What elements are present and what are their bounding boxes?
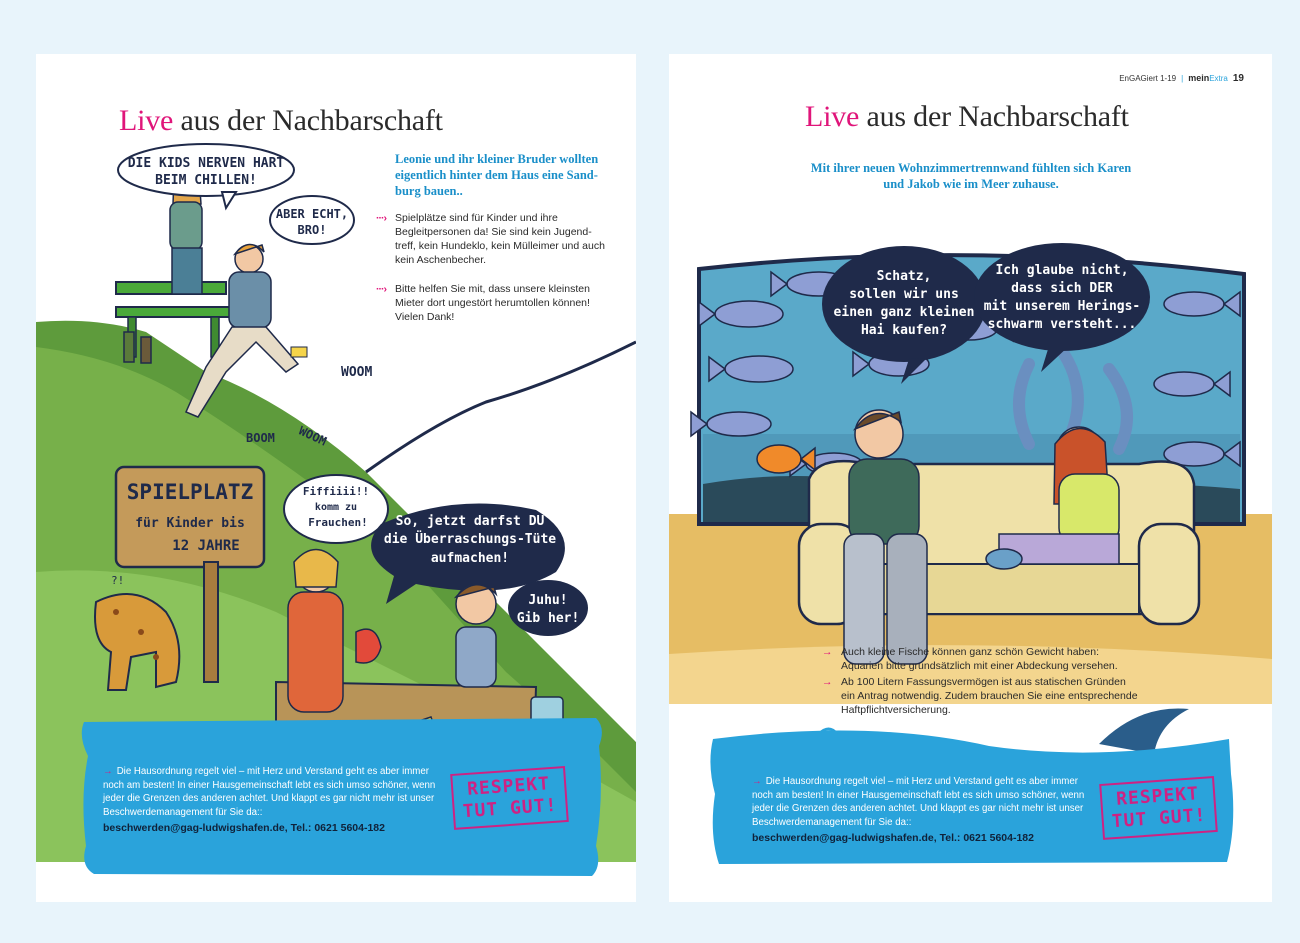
bubble-mother-line1: So, jetzt darfst DU — [395, 514, 545, 529]
title-accent: Live — [119, 104, 174, 137]
sign-line3: 12 JAHRE — [172, 538, 240, 554]
section-extra: Extra — [1209, 74, 1228, 83]
left-bullet-2 — [376, 282, 605, 324]
arrow-right-icon: ···› — [376, 283, 386, 295]
bubble-right-line3: mit unserem Herings- — [983, 299, 1141, 314]
running-head-separator: | — [1181, 74, 1184, 83]
page-title — [119, 104, 443, 138]
left-band-contact: beschwerden@gag-ludwigshafen.de, Tel.: 0621 5604-182 — [103, 822, 385, 834]
left-page — [36, 54, 636, 902]
right-page — [669, 54, 1272, 902]
arrow-right-icon: → — [752, 776, 762, 787]
left-stamp-line2: TUT GUT! — [462, 794, 559, 823]
left-bullet-1-text: Spielplätze sind für Kinder und ihre Begleitpersonen da! Sie sind kein Jugendtreff, kein Hundeklo, kein Mülleimer und auch kein Aschenbecher. — [395, 212, 605, 266]
section-mein: mein — [1188, 73, 1210, 83]
arrow-right-icon: → — [822, 646, 833, 658]
bubble-left-line2: sollen wir uns — [849, 287, 959, 302]
right-bullet-1 — [822, 645, 1141, 673]
bubble-right-line2: dass sich DER — [1011, 281, 1113, 296]
right-stamp-line1: RESPEKT — [1115, 783, 1200, 810]
running-head — [1119, 73, 1244, 84]
bubble-child-line1: Juhu! — [528, 593, 568, 608]
bubble-left-line1: Schatz, — [876, 269, 932, 284]
left-bullet-2-text: Bitte helfen Sie mit, dass unsere kleinsten Mieter dort ungestört herumtollen können! Vielen Dank! — [395, 283, 590, 323]
right-stamp-line2: TUT GUT! — [1111, 804, 1208, 833]
right-intro: Mit ihrer neuen Wohnzimmertrennwand fühlten sich Karen und Jakob wie im Meer zuhause. — [810, 161, 1132, 191]
bubble-fiffi-line2: komm zu — [314, 502, 358, 513]
bubble-child-line2: Gib her! — [516, 611, 580, 626]
bubble-right-line1: Ich glaube nicht, — [995, 263, 1129, 278]
bubble-left-line4: Hai kaufen? — [860, 323, 948, 338]
bubble-fiffi-line3: Frauchen! — [308, 516, 368, 529]
title-accent: Live — [805, 100, 860, 133]
page-title — [805, 100, 1129, 134]
bubble-teens-line2: BEIM CHILLEN! — [155, 173, 257, 188]
aquarium-illustration — [669, 234, 1272, 704]
left-stamp-line1: RESPEKT — [466, 773, 551, 800]
sfx-woom-2: WOOM — [296, 423, 329, 449]
sfx-woom-1: WOOM — [341, 365, 373, 380]
sign-line2: für Kinder bis — [135, 516, 245, 531]
title-rest: aus der Nachbarschaft — [173, 104, 443, 137]
dog-exclaim: ?! — [111, 574, 125, 587]
right-band-body: Die Hausordnung regelt viel – mit Herz und Verstand geht es aber immer noch am besten! In einer Hausgemeinschaft lebt es sich umso schöner, wenn jeder die Grenzen des anderen achtet. Und klappt es gar nicht mehr ist unser Beschwerdemanagement für Sie da:: — [752, 776, 1085, 828]
left-stamp — [450, 766, 568, 830]
page-number: 19 — [1232, 73, 1244, 84]
left-bullet-1 — [376, 211, 605, 267]
bubble-mother-line2: die Überraschungs-Tüte — [383, 532, 557, 547]
bubble-left-line3: einen ganz kleinen — [833, 305, 975, 320]
left-intro: Leonie und ihr kleiner Bruder wollten eigentlich hinter dem Haus eine Sandburg bauen.. — [395, 152, 599, 198]
right-bullet-1-text: Auch kleine Fische können ganz schön Gewicht haben: Aquarien bitte grundsätzlich mit einer Abdeckung versehen. — [841, 646, 1118, 672]
arrow-right-icon: ···› — [376, 212, 386, 224]
arrow-right-icon: → — [822, 676, 833, 688]
arrow-right-icon: → — [103, 766, 113, 777]
left-band-text — [103, 765, 437, 819]
bubble-right-line4: schwarm versteht... — [987, 317, 1137, 332]
right-band-contact: beschwerden@gag-ludwigshafen.de, Tel.: 0621 5604-182 — [752, 832, 1034, 844]
left-band-body: Die Hausordnung regelt viel – mit Herz und Verstand geht es aber immer noch am besten! In einer Hausgemeinschaft lebt es sich umso schöner, wenn jeder die Grenzen des anderen achtet. Und klappt es gar nicht mehr ist unser Beschwerdemanagement für Sie da:: — [103, 766, 436, 818]
bubble-teens-line1: DIE KIDS NERVEN HART — [127, 156, 285, 171]
sfx-boom: BOOM — [246, 431, 275, 445]
right-band-text — [752, 775, 1086, 829]
bubble-mother-line3: aufmachen! — [430, 551, 510, 566]
right-stamp — [1099, 776, 1217, 840]
sign-line1: SPIELPLATZ — [126, 480, 254, 504]
bubble-boy-line1: ABER ECHT, — [275, 207, 349, 221]
title-rest: aus der Nachbarschaft — [859, 100, 1129, 133]
right-bullet-2-text: Ab 100 Litern Fassungsvermögen ist aus statischen Gründen ein Antrag notwendig. Zudem brauchen Sie eine entsprechende Haftpflichtversicherung. — [841, 676, 1138, 716]
issue-label: EnGAGiert 1-19 — [1119, 74, 1177, 83]
bubble-boy-line2: BRO! — [297, 223, 327, 237]
bubble-fiffi-line1: Fiffiiii!! — [302, 485, 370, 498]
